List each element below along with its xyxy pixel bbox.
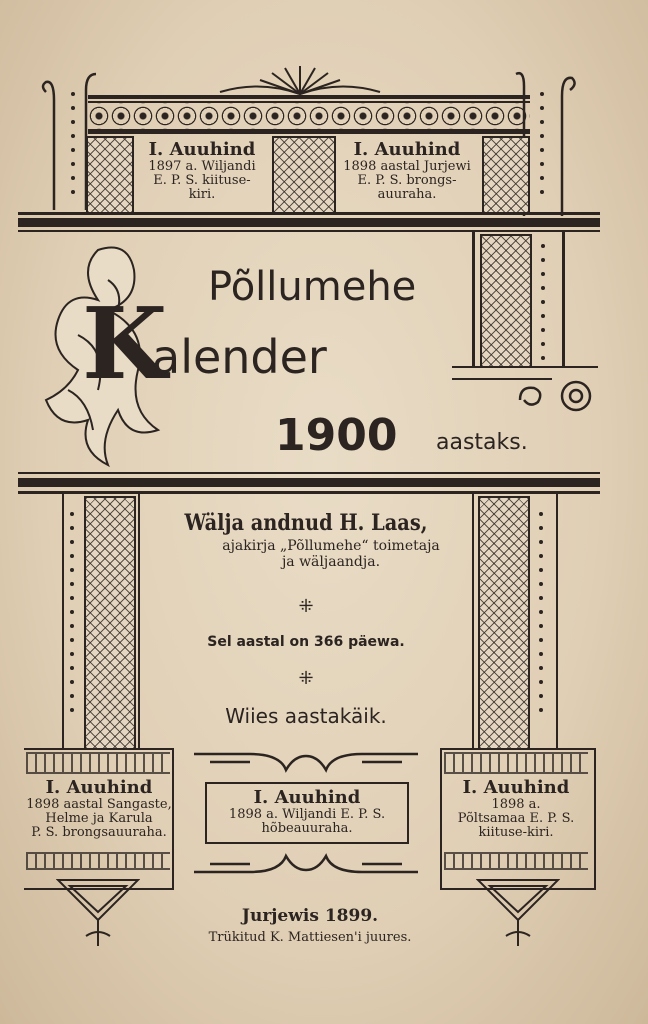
award-line: auuraha. [377,187,437,203]
scroll-ornament-bottom [190,846,422,878]
imprint-printer: Trükitud K. Mattiesen'i juures. [208,930,412,945]
award-line: kiituse-kiri. [478,825,554,841]
days-note: Sel aastal on 366 päewa. [207,634,405,650]
year: 1900 [275,410,398,461]
scroll-ornament-top [190,748,422,780]
imprint-place-year: Jurjewis 1899. [241,906,379,926]
dot-column [70,512,74,722]
award-line: Helme ja Karula [45,811,153,827]
rosette-band [88,101,530,131]
heavy-band-top [18,230,600,232]
hatch-panel [482,136,530,214]
heavy-band-mid [18,472,600,474]
award-line: 1898 aastal Jurjewi [343,158,471,174]
column-rule [62,494,64,748]
hatch-panel [272,136,336,214]
award-line: 1897 a. Wiljandi [148,158,256,174]
cross-band [444,852,588,870]
award-title: I. Auuhind [45,777,153,798]
publisher-role-2: ja wäljaandja. [281,554,381,570]
title-rule [452,366,598,368]
spiral-ornament [510,370,598,416]
pendant-ornament [56,876,140,950]
top-award-2 [336,140,478,210]
award-line: P. S. brongsauuraha. [31,825,167,841]
cross-band [26,752,170,774]
bottom-award-3 [442,778,590,841]
award-title: I. Auuhind [353,139,461,160]
publisher-block [142,510,470,570]
hatch-panel [86,136,134,214]
award-line: 1898 a. [491,796,541,812]
hatch-panel [84,496,136,750]
award-line: E. P. S. kiituse- [153,173,251,189]
award-title: I. Auuhind [253,787,361,808]
sunburst-ornament [215,62,385,96]
cross-band [444,752,588,774]
top-award-1 [134,140,270,210]
hatch-panel [480,234,532,368]
dot-column [539,512,543,722]
publisher-name: Wälja andnud H. Laas, [184,510,428,536]
bottom-award-1 [26,778,172,841]
heavy-band-top [18,218,600,227]
title-line-1: Põllumehe [208,264,417,310]
column-rule [472,232,475,368]
cross-band [26,852,170,870]
title-line-2: alender [152,330,327,384]
heavy-band-mid [18,478,600,487]
edition: Wiies aastakäik. [225,704,387,728]
dot-column [540,92,544,204]
ornament-divider: ⁜ [298,668,314,689]
column-rule [556,494,558,748]
publisher-role: ajakirja „Põllumehe“ toimetaja [222,538,440,554]
column-rule [472,494,474,748]
column-rule [138,494,140,748]
award-line: E. P. S. brongs- [357,173,457,189]
dot-column [541,244,545,370]
award-line: 1898 a. Wiljandi E. P. S. [228,806,386,822]
year-suffix: aastaks. [436,430,528,455]
award-line: hõbeauuraha. [261,821,353,837]
heavy-band-top [18,212,600,215]
column-rule [562,232,565,368]
top-rule-1 [88,95,530,99]
top-rule-2 [88,130,530,134]
award-title: I. Auuhind [462,777,570,798]
hatch-panel [478,496,530,750]
award-line: Põltsamaa E. P. S. [457,811,575,827]
award-title: I. Auuhind [148,139,256,160]
heavy-band-mid [18,491,600,494]
pendant-ornament [476,876,560,950]
award-line: 1898 aastal Sangaste, [26,796,172,812]
bottom-award-2 [205,788,409,836]
initial-letter: K [82,287,168,402]
ornament-divider: ⁜ [298,596,314,617]
award-line: kiri. [188,187,216,203]
dot-column [71,92,75,204]
